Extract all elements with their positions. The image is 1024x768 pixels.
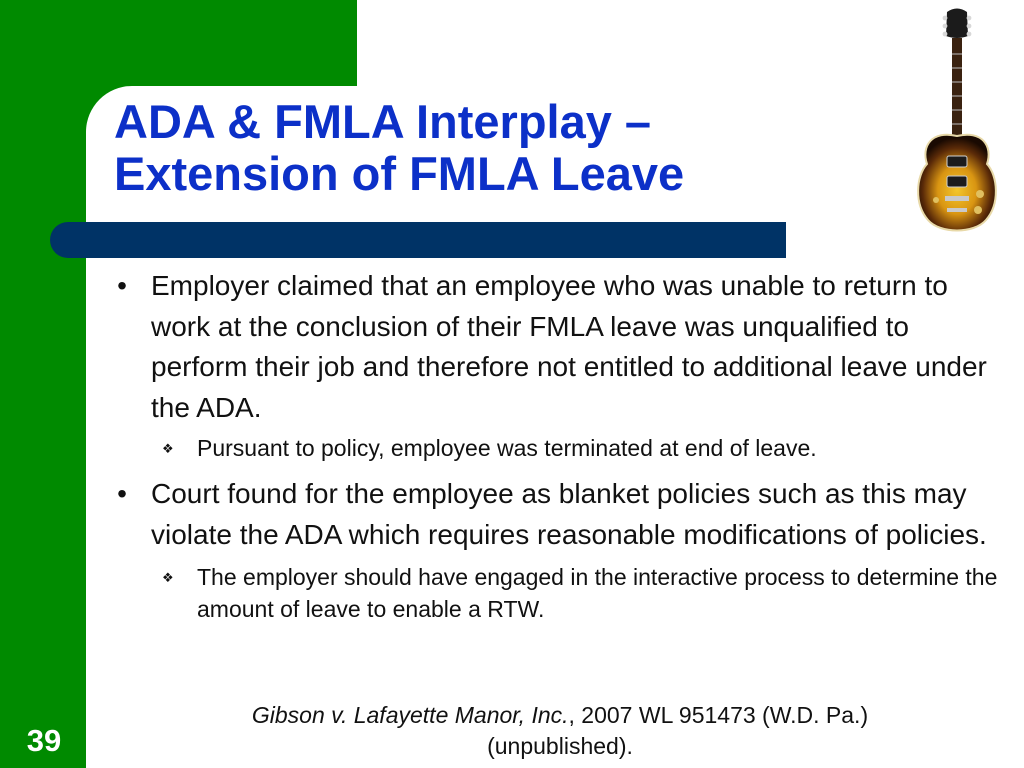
sub-bullet-item (162, 561, 1012, 625)
slide-title (114, 96, 684, 200)
bullet-marker: • (117, 478, 127, 509)
sub-bullet-item (162, 432, 1012, 464)
diamond-bullet-icon: ❖ (162, 441, 174, 456)
bullet-list (112, 266, 1012, 625)
sub-bullet-text: The employer should have engaged in the interactive process to determine the amount of leave to enable a RTW. (197, 564, 998, 622)
bullet-item (112, 266, 1012, 428)
bullet-item (112, 474, 1012, 555)
bullet-marker: • (117, 270, 127, 301)
title-line-1: ADA & FMLA Interplay – (114, 95, 652, 148)
bullet-text: Court found for the employee as blanket policies such as this may violate the ADA which requires reasonable modifications of policies. (151, 478, 987, 550)
citation-reference: , 2007 WL 951473 (W.D. Pa.)(unpublished). (487, 702, 869, 759)
title-divider-bar (50, 222, 786, 258)
bullet-text: Employer claimed that an employee who was unable to return to work at the conclusion of their FMLA leave was unqualified to perform their job and therefore not entitled to additional leave under the ADA. (151, 270, 987, 423)
case-name: Gibson v. Lafayette Manor, Inc. (251, 702, 569, 728)
slide-number: 39 (26, 723, 62, 758)
sub-bullet-text: Pursuant to policy, employee was terminated at end of leave. (197, 435, 817, 461)
diamond-bullet-icon: ❖ (162, 570, 174, 585)
case-citation (190, 700, 930, 762)
title-line-2: Extension of FMLA Leave (114, 147, 685, 200)
electric-guitar-icon (912, 6, 1002, 240)
